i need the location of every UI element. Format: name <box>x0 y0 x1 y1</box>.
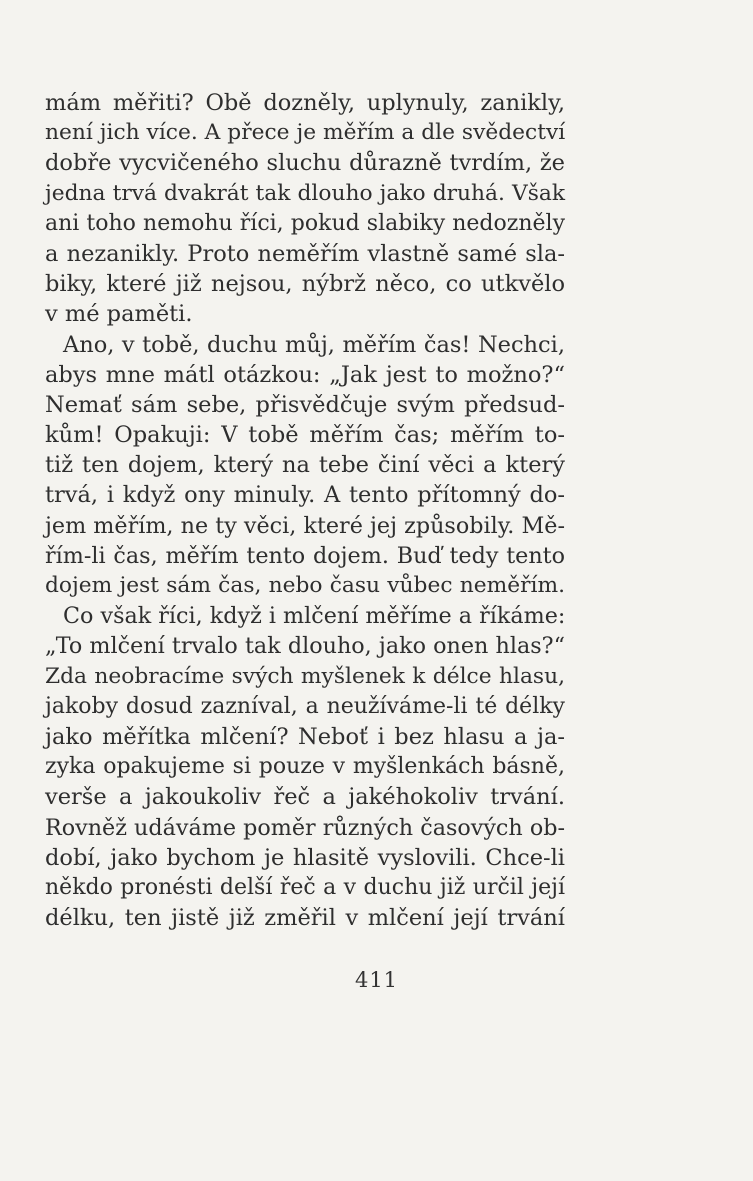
text-line: jakoby dosud zazníval, a neužíváme-li té délky <box>45 693 565 719</box>
text-line: a nezanikly. Proto neměřím vlastně samé sla- <box>45 240 565 267</box>
page-number: 411 <box>354 968 399 992</box>
body-text <box>45 88 565 933</box>
text-line: trvá, i když ony minuly. A tento přítomný do- <box>45 482 565 509</box>
text-line: abys mne mátl otázkou: „Jak jest to možno?“ <box>45 361 565 388</box>
paragraph-2 <box>45 330 565 602</box>
text-line: kům! Opakuji: V tobě měřím čas; měřím to- <box>45 422 565 449</box>
text-line: dobře vycvičeného sluchu důrazně tvrdím, že <box>45 150 565 177</box>
paragraph-1 <box>45 88 565 330</box>
text-line: řím-li čas, měřím tento dojem. Buď tedy tento <box>45 542 565 569</box>
text-line: verše a jakoukoliv řeč a jakéhokoliv trvání. <box>45 784 565 811</box>
text-line: Rovněž udáváme poměr různých časových ob- <box>45 814 565 841</box>
text-line-last: v mé paměti. <box>45 301 193 328</box>
text-line: Nemať sám sebe, přisvědčuje svým předsud- <box>45 391 565 418</box>
text-line: není jich více. A přece je měřím a dle svědectví <box>45 120 566 146</box>
text-line-first: Ano, v tobě, duchu můj, měřím čas! Nechci, <box>63 331 565 358</box>
text-line: dojem jest sám čas, nebo času vůbec neměřím. <box>45 573 565 598</box>
text-line: zyka opakujeme si pouze v myšlenkách básně, <box>45 754 565 780</box>
text-line: jedna trvá dvakrát tak dlouho jako druhá. Však <box>45 180 565 206</box>
text-line: tiž ten dojem, který na tebe činí věci a který <box>45 452 565 479</box>
text-line: „To mlčení trvalo tak dlouho, jako onen hlas?“ <box>45 633 565 660</box>
text-line: jem měřím, ne ty věci, které jej způsobily. Mě- <box>45 512 565 539</box>
text-line: dobí, jako bychom je hlasitě vyslovili. Chce-li <box>45 844 565 871</box>
text-line: ani toho nemohu říci, pokud slabiky nedozněly <box>45 210 565 236</box>
text-line: Zda neobracíme svých myšlenek k délce hlasu, <box>45 663 565 689</box>
paragraph-3 <box>45 601 565 933</box>
text-line: biky, které již nejsou, nýbrž něco, co utkvělo <box>45 271 565 298</box>
text-line: délku, ten jistě již změřil v mlčení její trvání <box>45 905 565 932</box>
text-line: někdo pronésti delší řeč a v duchu již určil její <box>45 874 565 900</box>
text-line: mám měřiti? Obě dozněly, uplynuly, zanikly, <box>45 90 565 116</box>
text-line-first: Co však říci, když i mlčení měříme a říkáme: <box>63 603 566 630</box>
text-line: jako měřítka mlčení? Neboť i bez hlasu a ja- <box>45 723 565 750</box>
